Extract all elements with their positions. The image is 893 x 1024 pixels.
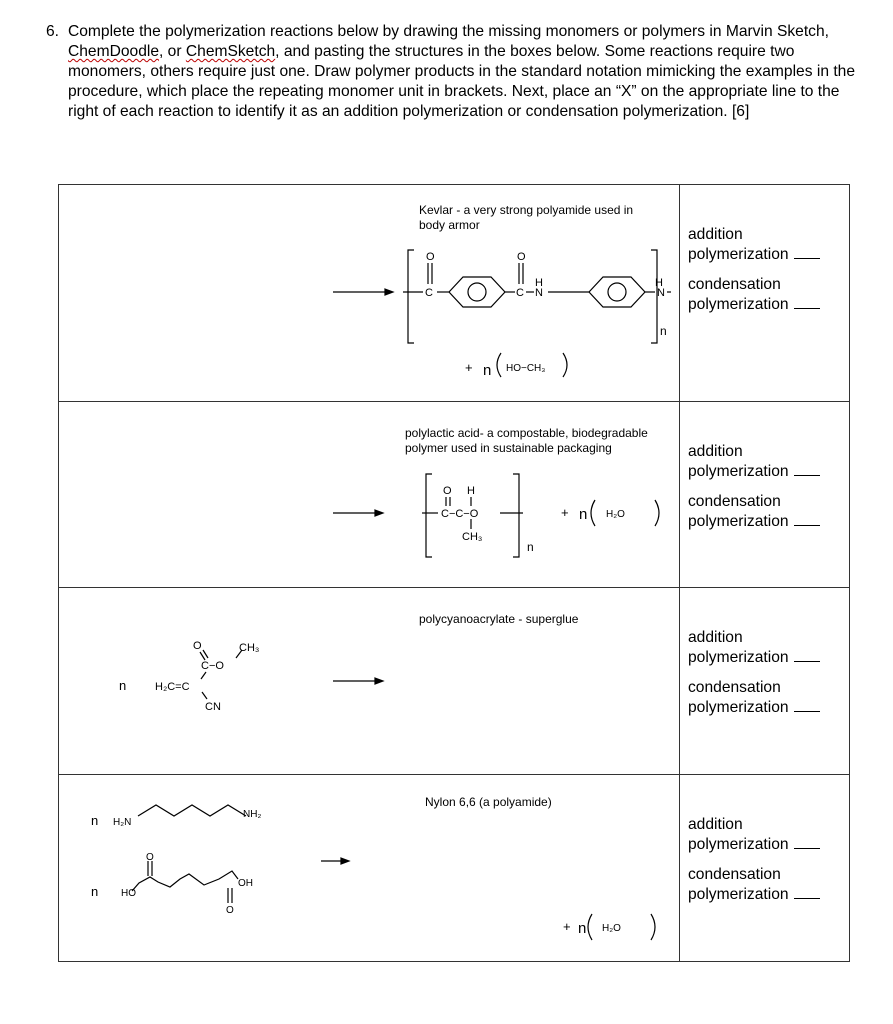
svg-text:NH₂: NH₂ (243, 809, 262, 820)
svg-text:C−O: C−O (201, 660, 224, 672)
reaction-row-cyanoacrylate (59, 588, 850, 775)
right-bracket (513, 474, 519, 557)
reaction-row-nylon (59, 775, 850, 962)
answer-line-condensation-cyanoacrylate[interactable] (794, 711, 820, 712)
reactions-table (58, 184, 850, 962)
classification-pla (680, 402, 850, 588)
diamine-chain (138, 805, 246, 816)
svg-text:+: + (465, 360, 473, 375)
svg-text:CH₃: CH₃ (239, 642, 260, 654)
svg-text:H₂O: H₂O (606, 509, 625, 520)
option-condensation-kevlar[interactable]: condensation polymerization (688, 275, 820, 315)
svg-text:N: N (535, 287, 543, 299)
caption-kevlar: Kevlar - a very strong polyamide used in body armor (419, 203, 634, 232)
svg-text:H₂C=C: H₂C=C (155, 681, 190, 693)
svg-text:H: H (655, 277, 663, 289)
benzene-ring-1 (449, 277, 505, 307)
reaction-cell-kevlar[interactable] (59, 185, 680, 402)
svg-text:n: n (579, 506, 588, 523)
svg-text:O: O (517, 251, 526, 263)
svg-text:H₂N: H₂N (113, 817, 132, 828)
option-condensation-nylon[interactable]: condensation polymerization (688, 865, 820, 905)
reaction-row-kevlar (59, 185, 850, 402)
svg-text:CH₃: CH₃ (462, 531, 483, 543)
svg-text:H: H (467, 485, 475, 497)
option-condensation-cyanoacrylate[interactable]: condensation polymerization (688, 678, 820, 718)
svg-text:O: O (226, 905, 234, 916)
benzene-ring-2 (589, 277, 645, 307)
question-text (46, 22, 866, 122)
svg-text:OH: OH (238, 878, 253, 889)
svg-text:N: N (657, 287, 665, 299)
left-bracket (426, 474, 432, 557)
svg-text:n: n (660, 324, 667, 338)
svg-text:+: + (561, 505, 569, 520)
chemsketch-link: ChemSketch (185, 43, 276, 60)
reaction-cell-nylon[interactable] (59, 775, 680, 962)
arrow-head (375, 510, 383, 516)
option-addition-nylon[interactable]: addition polymerization (688, 815, 820, 855)
svg-text:H₂O: H₂O (602, 923, 621, 934)
svg-text:O: O (426, 251, 435, 263)
question-number: 6. (46, 23, 60, 40)
kevlar-structure (59, 185, 679, 402)
svg-text:HO: HO (121, 888, 136, 899)
option-addition-kevlar[interactable]: addition polymerization (688, 225, 820, 265)
svg-text:n: n (483, 362, 492, 379)
caption-nylon: Nylon 6,6 (a polyamide) (425, 795, 552, 809)
classification-kevlar (680, 185, 850, 402)
option-addition-pla[interactable]: addition polymerization (688, 442, 820, 482)
caption-cyanoacrylate: polycyanoacrylate - superglue (419, 612, 579, 626)
cyanoacrylate-structure (59, 588, 679, 775)
option-addition-cyanoacrylate[interactable]: addition polymerization (688, 628, 820, 668)
svg-text:O: O (193, 640, 202, 652)
svg-text:C−C−O: C−C−O (441, 508, 479, 520)
nylon-structure (59, 775, 679, 962)
svg-text:CN: CN (205, 701, 221, 713)
left-bracket (408, 250, 414, 343)
answer-line-condensation-kevlar[interactable] (794, 308, 820, 309)
question-body: Complete the polymerization reactions below by drawing the missing monomers or polymers in Marvin Sketch, ChemDoodle, or ChemSketch, and pasting the structures in the boxes below. Some reactions require two monomers, others require just one. Draw polymer products in the standard notation mimicking the examples in the procedure, which place the repeating monomer unit in brackets. Next, place an “X” on the appropriate line to the right of each reaction to identify it as an addition polymerization or condensation polymerization. [6] (68, 23, 855, 120)
svg-text:H: H (535, 277, 543, 289)
chemdoodle-link: ChemDoodle (68, 43, 160, 60)
answer-line-addition-cyanoacrylate[interactable] (794, 661, 820, 662)
answer-line-condensation-nylon[interactable] (794, 898, 820, 899)
reaction-cell-cyanoacrylate[interactable] (59, 588, 680, 775)
option-condensation-pla[interactable]: condensation polymerization (688, 492, 820, 532)
svg-text:n: n (91, 884, 99, 899)
reaction-row-pla (59, 402, 850, 588)
answer-line-addition-nylon[interactable] (794, 848, 820, 849)
caption-pla: polylactic acid- a compostable, biodegradable polymer used in sustainable packaging (405, 426, 648, 455)
svg-text:n: n (527, 540, 534, 554)
svg-text:n: n (119, 678, 127, 693)
svg-text:+: + (563, 919, 571, 934)
svg-text:C: C (516, 287, 524, 299)
svg-text:n: n (91, 813, 99, 828)
classification-nylon (680, 775, 850, 962)
arrow-head (341, 858, 349, 864)
answer-line-condensation-pla[interactable] (794, 525, 820, 526)
answer-line-addition-pla[interactable] (794, 475, 820, 476)
reaction-cell-pla[interactable] (59, 402, 680, 588)
svg-text:O: O (146, 852, 154, 863)
svg-text:O: O (443, 485, 452, 497)
arrow-head (385, 289, 393, 295)
classification-cyanoacrylate (680, 588, 850, 775)
svg-text:n: n (578, 920, 587, 937)
svg-text:HO−CH₃: HO−CH₃ (506, 363, 546, 374)
answer-line-addition-kevlar[interactable] (794, 258, 820, 259)
pla-structure (59, 402, 679, 588)
arrow-head (375, 678, 383, 684)
svg-text:C: C (425, 287, 433, 299)
